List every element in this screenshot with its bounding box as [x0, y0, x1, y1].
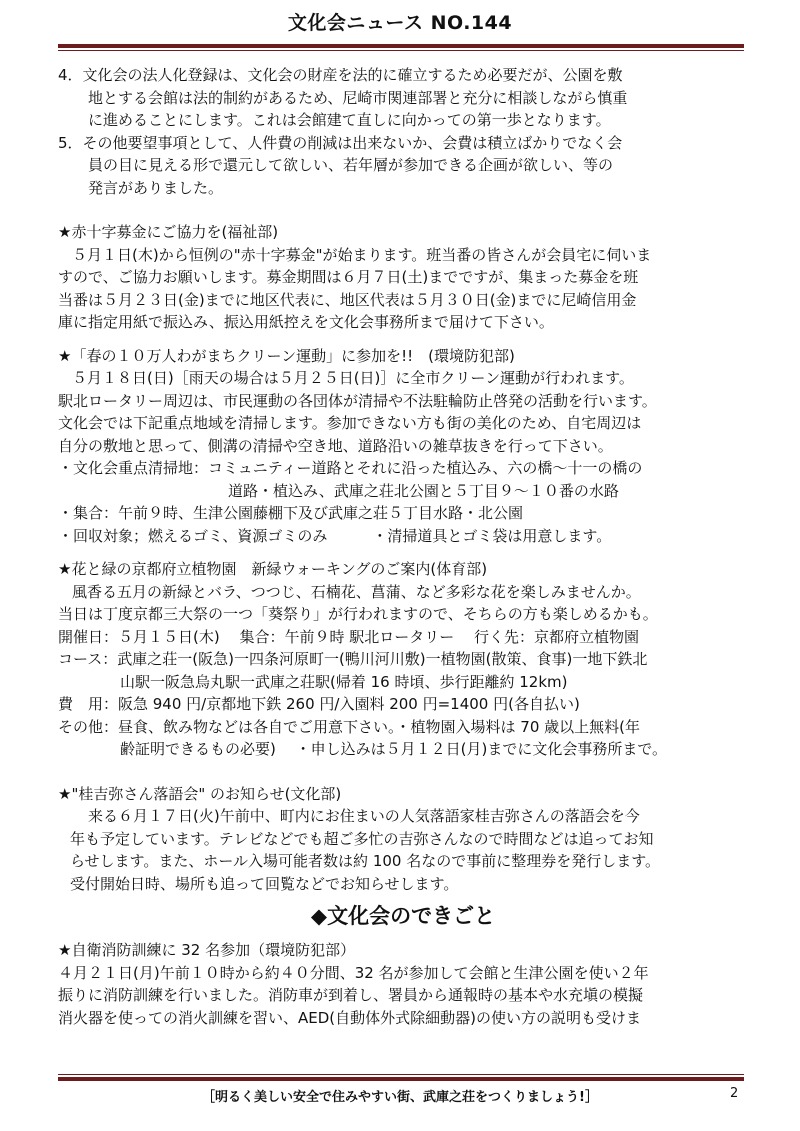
red-cross-line: すので、ご協力お願いします。募金期間は６月７日(土)までですが、集まった募金を班	[58, 268, 639, 286]
rakugo-line: 年も予定しています。テレビなどでも超ご多忙の吉弥さんなので時間などは追ってお知	[70, 829, 654, 848]
intro-item-5-line-1: 5．その他要望事項として、人件費の削減は出来ないか、会費は積立ばかりでなく会	[58, 133, 623, 152]
rakugo-heading: ★"桂吉弥さん落語会" のお知らせ(文化部)	[58, 784, 342, 803]
red-cross-line: 当番は５月２３日(金)までに地区代表に、地区代表は５月３０日(金)までに尼崎信用金	[58, 290, 637, 309]
fire-drill-line: ４月２１日(月)午前１０時から約４０分間、32 名が参加して会館と生津公園を使い２年	[58, 963, 649, 982]
walking-line: 風香る五月の新緑とバラ、つつじ、石楠花、菖蒲、など多彩な花を楽しみませんか。	[72, 582, 641, 601]
events-section-title: ◆文化会のできごと	[310, 904, 496, 928]
cleanup-line: 文化会では下記重点地域を清掃します。参加できない方も街の美化のため、自宅周辺は	[58, 414, 642, 432]
intro-item-4-line-2: 地とする会館は法的制約があるため、尼崎市関連部署と充分に相談しながら慎重	[88, 88, 628, 107]
cleanup-heading: ★「春の１０万人わがまちクリーン運動」に参加を!! (環境防犯部)	[58, 346, 515, 365]
red-cross-heading: ★赤十字募金にご協力を(福祉部)	[58, 223, 279, 241]
intro-item-5-line-2: 員の目に見える形で還元して欲しい、若年層が参加できる企画が欲しい、等の	[88, 156, 614, 174]
cleanup-collect: ・回収対象；燃えるゴミ、資源ゴミのみ ・清掃道具とゴミ袋は用意します。	[58, 526, 612, 545]
header-rule	[58, 44, 744, 48]
walking-cost: 費 用：阪急 940 円/京都地下鉄 260 円/入園料 200 円=1400 円(各自払い)	[58, 695, 580, 713]
rakugo-line: らせします。また、ホール入場可能者数は約 100 名なので事前に整理券を発行します。	[70, 852, 661, 870]
footer-rule	[58, 1077, 744, 1081]
walking-course: コース：武庫之荘一(阪急)一四条河原町一(鴨川河川敷)一植物園(散策、食事)一地下鉄北	[58, 650, 648, 668]
footer-rule-thin	[58, 1074, 744, 1075]
cleanup-focus-area: ・文化会重点清掃地：コミュニティー道路とそれに沿った植込み、六の橋～十一の橋の	[58, 459, 643, 477]
cleanup-gather: ・集合：午前９時、生津公園藤棚下及び武庫之荘５丁目水路・北公園	[58, 504, 524, 522]
rakugo-line: 受付開始日時、場所も追って回覧などでお知らせします。	[70, 874, 459, 893]
newsletter-title: 文化会ニュース NO.144	[287, 12, 513, 34]
walking-other: その他：昼食、飲み物などは各自でご用意下さい。・植物園入場料は 70 歳以上無料(年	[58, 717, 640, 736]
fire-drill-line: 振りに消防訓練を行いました。消防車が到着し、署員から通報時の基本や水充塡の模擬	[58, 986, 644, 1004]
red-cross-line: ５月１日(木)から恒例の"赤十字募金"が始まります。班当番の皆さんが会員宅に伺いま	[72, 245, 652, 264]
walking-line: 当日は丁度京都三大祭の一つ「葵祭り」が行われますので、そちらの方も楽しめるかも。	[58, 605, 658, 623]
page-number: 2	[730, 1086, 739, 1101]
header-rule-thin	[58, 50, 744, 51]
walking-course-cont: 山駅一阪急烏丸駅一武庫之荘駅(帰着 16 時頃、歩行距離約 12km)	[120, 672, 568, 691]
cleanup-line: ５月１８日(日)［雨天の場合は５月２５日(日)］に全市クリーン運動が行われます。	[72, 369, 634, 387]
footer-slogan: ［明るく美しい安全で住みやすい街、武庫之荘をつくりましょう!］	[202, 1090, 598, 1105]
fire-drill-heading: ★自衛消防訓練に 32 名参加（環境防犯部）	[58, 941, 356, 959]
rakugo-line: 来る６月１７日(火)午前中、町内にお住まいの人気落語家桂吉弥さんの落語会を今	[88, 807, 640, 825]
cleanup-focus-area-cont: 道路・植込み、武庫之荘北公園と５丁目９～１０番の水路	[228, 481, 619, 500]
red-cross-line: 庫に指定用紙で振込み、振込用紙控えを文化会事務所まで届けて下さい。	[58, 313, 554, 331]
intro-item-4-line-3: に進めることにします。これは会館建て直しに向かっての第一歩となります。	[88, 111, 611, 129]
fire-drill-line: 消火器を使っての消火訓練を習い、AED(自動体外式除細動器)の使い方の説明も受けま	[58, 1008, 641, 1027]
cleanup-line: 駅北ロータリー周辺は、市民運動の各団体が清掃や不法駐輪防止啓発の活動を行います。	[58, 391, 657, 410]
walking-date: 開催日：５月１５日(木) 集合：午前９時 駅北ロータリー 行く先：京都府立植物園	[58, 627, 640, 646]
intro-item-4-line-1: 4．文化会の法人化登録は、文化会の財産を法的に確立するため必要だが、公園を敷	[58, 66, 623, 84]
newsletter-body	[58, 64, 748, 1029]
walking-other-cont: 齢証明できるもの必要) ・申し込みは５月１２日(月)までに文化会事務所まで。	[120, 740, 668, 758]
walking-heading: ★花と緑の京都府立植物園 新緑ウォーキングのご案内(体育部)	[58, 560, 488, 578]
intro-item-5-line-3: 発言がありました。	[88, 178, 224, 197]
cleanup-line: 自分の敷地と思って、側溝の清掃や空き地、道路沿いの雑草抜きを行って下さい。	[58, 436, 613, 455]
